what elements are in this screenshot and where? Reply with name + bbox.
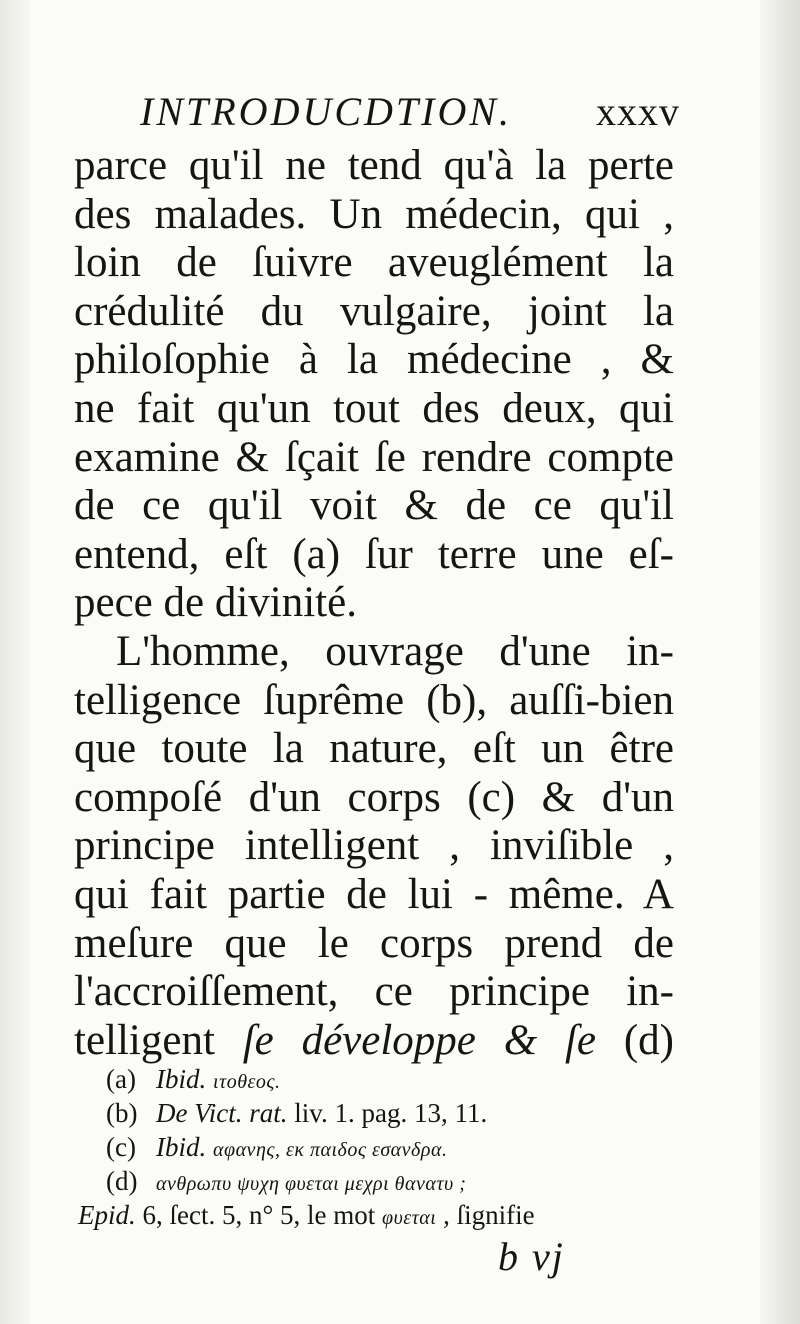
text-line: telligence ſuprême (b), auſſi-bien <box>74 676 674 724</box>
footnote-mark: (c) <box>106 1132 136 1162</box>
text-line: entend, eſt (a) ſur terre une eſ- <box>74 530 674 578</box>
text-line: meſure que le corps prend de <box>74 919 674 967</box>
body-text <box>74 142 674 1065</box>
final-line-tail: (d) <box>596 1016 674 1064</box>
text-line: philoſophie à la médecine , & <box>74 336 674 384</box>
footnote-greek: ανθρωπυ ψυχη φυεται μεχρι θανατυ ; <box>156 1173 467 1195</box>
footnote-ref: Ibid. <box>156 1064 207 1094</box>
text-line: principe intelligent , inviſible , <box>74 822 674 870</box>
footnote-c <box>78 1130 680 1164</box>
page-shadow-left <box>0 0 30 1324</box>
text-line: que toute la nature, eſt un être <box>74 725 674 773</box>
footnote-greek: φυεται <box>382 1207 437 1229</box>
text-line: l'accroiſſement, ce principe in- <box>74 968 674 1016</box>
footnote-a <box>78 1062 680 1096</box>
footnote-mark: (d) <box>106 1166 138 1196</box>
text-line: de ce qu'il voit & de ce qu'il <box>74 482 674 530</box>
running-head <box>140 84 680 140</box>
footnote-text: 6, ſect. 5, n° 5, le mot <box>135 1200 383 1230</box>
footnote-mark: (b) <box>106 1098 138 1128</box>
final-line-roman: telligent <box>74 1016 243 1064</box>
text-line: examine & ſçait ſe rendre compte <box>74 433 674 481</box>
footnote-d <box>78 1164 680 1198</box>
footnote-mark: (a) <box>106 1064 136 1094</box>
page-shadow-right <box>760 0 800 1324</box>
text-line: compoſé d'un corps (c) & d'un <box>74 773 674 821</box>
footnote-b <box>78 1096 680 1130</box>
page-number: xxxv <box>596 89 680 134</box>
text-line: loin de ſuivre aveuglément la <box>74 239 674 287</box>
footnote-ref: Epid. <box>78 1200 136 1230</box>
text-line: des malades. Un médecin, qui , <box>74 190 674 238</box>
text-line: parce qu'il ne tend qu'à la perte <box>74 142 674 189</box>
text-line: L'homme, ouvrage d'une in- <box>116 627 674 675</box>
text-line: ne fait qu'un tout des deux, qui <box>74 384 674 432</box>
text-line: pece de divinité. <box>74 579 357 627</box>
final-line-italic: ſe développe & ſe <box>242 1016 597 1064</box>
footnote-ref: Ibid. <box>156 1132 207 1162</box>
footnote-ref: De Vict. rat. <box>156 1098 288 1128</box>
footnote-tail: , ſignifie <box>436 1200 535 1230</box>
footnote-greek: αφανης, εκ παιδος εσανδρα. <box>213 1139 448 1161</box>
footnote-text: liv. 1. pag. 13, 11. <box>287 1098 488 1128</box>
text-line: crédulité du vulgaire, joint la <box>74 287 674 335</box>
signature-mark: b vj <box>498 1234 565 1279</box>
text-line: qui fait partie de lui - même. A <box>74 870 674 918</box>
footnote-d-continued <box>78 1198 680 1232</box>
footnotes <box>78 1062 680 1232</box>
running-title: INTRODUCDTION. <box>140 89 513 134</box>
text-line-final <box>74 1017 674 1066</box>
footnote-greek: ιτοθεος. <box>213 1071 281 1093</box>
